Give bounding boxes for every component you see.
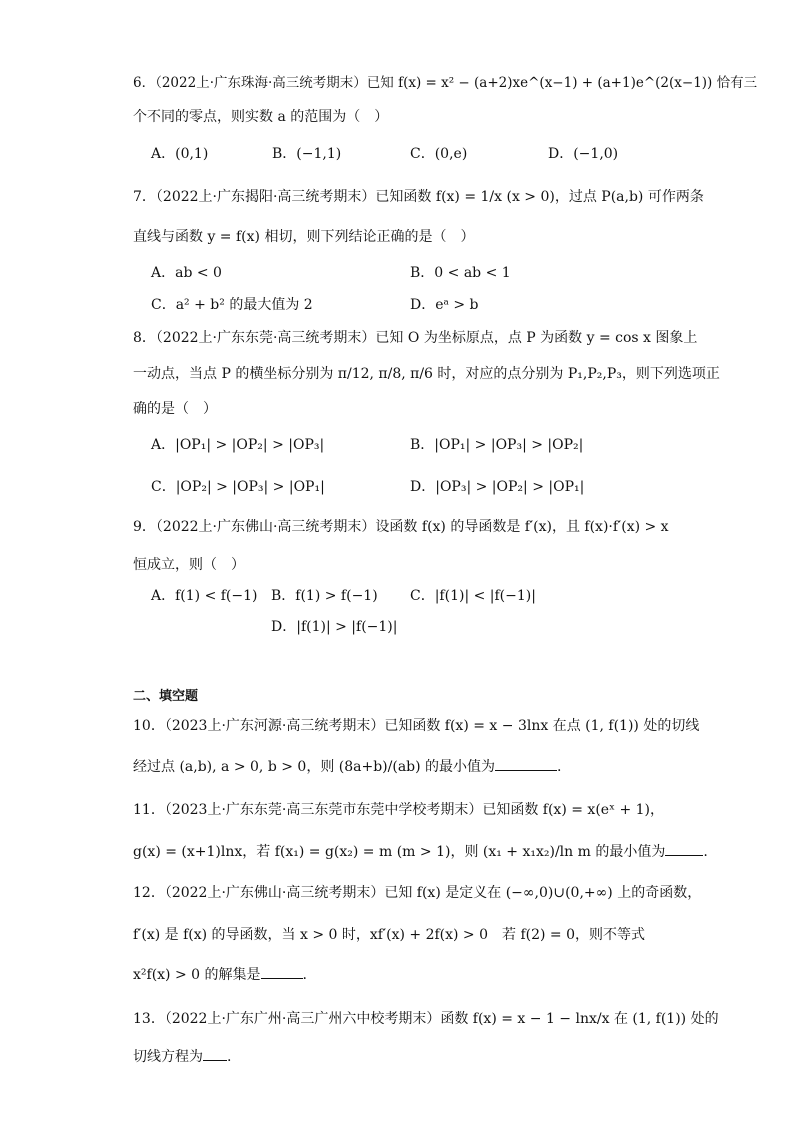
- q13-answer-blank[interactable]: [203, 1046, 227, 1061]
- q8-option-b: B．|OP₁| > |OP₃| > |OP₂|: [410, 437, 584, 453]
- q11-answer-blank[interactable]: [665, 841, 703, 856]
- q8-line2: 一动点，当点 P 的横坐标分别为 π/12, π/8, π/6 时，对应的点分别为 P₁,P₂,P₃，则下列选项正: [133, 366, 720, 382]
- q6-line1: 6．（2022上·广东珠海·高三统考期末）已知 f(x) = x² − (a+2)xe^(x−1) + (a+1)e^(2(x−1)) 恰有三: [133, 75, 758, 91]
- q7-option-c: C．a² + b² 的最大值为 2: [151, 297, 313, 313]
- q13-line2-text: 切线方程为: [133, 1049, 203, 1065]
- q7-line1: 7．（2022上·广东揭阳·高三统考期末）已知函数 f(x) = 1/x (x > 0)，过点 P(a,b) 可作两条: [133, 189, 704, 205]
- q6-line2: 个不同的零点，则实数 a 的范围为（ ）: [133, 109, 389, 125]
- q7-option-d: D．eᵃ > b: [410, 297, 479, 313]
- q8-option-d: D．|OP₃| > |OP₂| > |OP₁|: [410, 479, 585, 495]
- q9-line2: 恒成立，则（ ）: [133, 557, 245, 573]
- q12-line1: 12．（2022上·广东佛山·高三统考期末）已知 f(x) 是定义在 (−∞,0)∪(0,+∞) 上的奇函数，: [133, 885, 702, 901]
- q12-answer-blank[interactable]: [261, 964, 303, 979]
- q8-line1: 8．（2022上·广东东莞·高三统考期末）已知 O 为坐标原点，点 P 为函数 y = cos x 图象上: [133, 330, 698, 346]
- q9-line1: 9．（2022上·广东佛山·高三统考期末）设函数 f(x) 的导函数是 f′(x)，且 f(x)·f′(x) > x: [133, 519, 669, 535]
- q7-option-a: A．ab < 0: [151, 265, 222, 281]
- q11-line2: [133, 841, 708, 863]
- q12-line2: f′(x) 是 f(x) 的导函数，当 x > 0 时，xf′(x) + 2f(x) > 0 若 f(2) = 0，则不等式: [133, 927, 646, 943]
- q11-line2-text: g(x) = (x+1)lnx，若 f(x₁) = g(x₂) = m (m > 1)，则 (x₁ + x₁x₂)/ln m 的最小值为: [133, 844, 666, 860]
- q13-line2-end: .: [227, 1049, 232, 1065]
- q9-option-b: B．f(1) > f(−1): [271, 588, 378, 604]
- q11-line2-end: .: [703, 844, 708, 860]
- q9-option-d: D．|f(1)| > |f(−1)|: [271, 619, 398, 635]
- q10-line2-end: .: [557, 759, 562, 775]
- q10-answer-blank[interactable]: [495, 756, 557, 771]
- section-heading-fill-in: 二、填空题: [133, 689, 199, 704]
- q13-line1: 13．（2022上·广东广州·高三广州六中校考期末）函数 f(x) = x − 1 − lnx/x 在 (1, f(1)) 处的: [133, 1011, 719, 1027]
- q6-option-a: A．(0,1): [151, 146, 209, 162]
- q10-line2-text: 经过点 (a,b), a > 0, b > 0，则 (8a+b)/(ab) 的最小值为: [133, 759, 496, 775]
- q10-line2: [133, 756, 562, 778]
- q8-option-c: C．|OP₂| > |OP₃| > |OP₁|: [151, 479, 325, 495]
- q12-line3: [133, 964, 307, 986]
- q10-line1: 10．（2023上·广东河源·高三统考期末）已知函数 f(x) = x − 3lnx 在点 (1, f(1)) 处的切线: [133, 718, 700, 734]
- q6-option-c: C．(0,e): [410, 146, 468, 162]
- q13-line2: [133, 1046, 231, 1068]
- q8-line3: 确的是（ ）: [133, 401, 217, 417]
- q12-line3-end: .: [302, 967, 307, 983]
- q6-option-b: B．(−1,1): [272, 146, 342, 162]
- q7-line2: 直线与函数 y = f(x) 相切，则下列结论正确的是（ ）: [133, 229, 475, 245]
- q9-option-c: C．|f(1)| < |f(−1)|: [410, 588, 536, 604]
- q6-option-d: D．(−1,0): [548, 146, 619, 162]
- q8-option-a: A．|OP₁| > |OP₂| > |OP₃|: [151, 437, 325, 453]
- q11-line1: 11．（2023上·广东东莞·高三东莞市东莞中学校考期末）已知函数 f(x) = x(eˣ + 1)，: [133, 802, 665, 818]
- q9-option-a: A．f(1) < f(−1): [151, 588, 258, 604]
- q7-option-b: B．0 < ab < 1: [410, 265, 511, 281]
- q12-line3-text: x²f(x) > 0 的解集是: [133, 967, 261, 983]
